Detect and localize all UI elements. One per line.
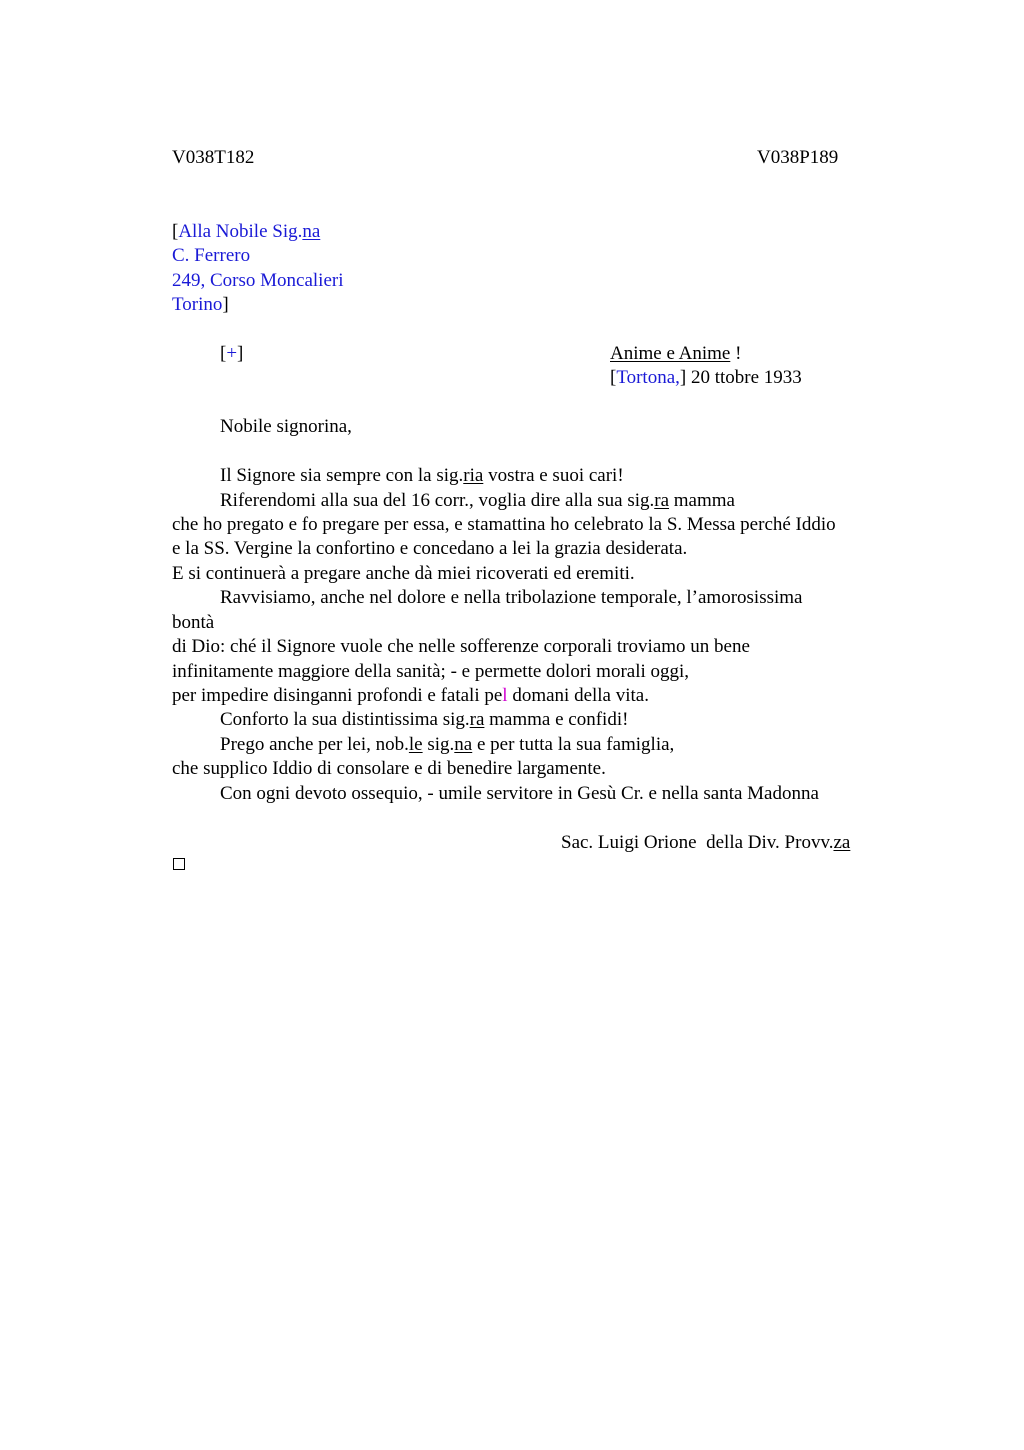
signature	[561, 831, 850, 855]
body-line-8: di Dio: ché il Signore vuole che nelle sofferenze corporali troviamo un bene	[172, 636, 750, 657]
address-recipient-title: Alla Nobile Sig.	[178, 221, 303, 242]
body-line-10-correction: l	[502, 685, 508, 706]
document-code-right: V038P189	[757, 147, 839, 168]
body-line-9: infinitamente maggiore della sanità; - e permette dolori morali oggi,	[172, 661, 690, 682]
body-line-10-a: per impedire disinganni profondi e fatali pe	[172, 685, 503, 706]
body-line-7: bontà	[172, 612, 215, 633]
body-line-6: Ravvisiamo, anche nel dolore e nella tribolazione temporale, l’amorosissima	[220, 587, 803, 608]
body-line-10	[172, 684, 649, 708]
body-line-1-b: vostra e suoi cari!	[483, 465, 624, 486]
body-line-11-b: mamma e confidi!	[484, 709, 629, 730]
cross-marker	[220, 342, 243, 366]
body-line-12	[220, 733, 674, 757]
body-line-10-b: domani della vita.	[507, 685, 649, 706]
body-line-1	[220, 464, 624, 488]
dateline-place: Tortona,	[616, 367, 680, 388]
body-line-11-abbrev: ra	[469, 709, 485, 730]
body-line-2-a: Riferendomi alla sua del 16 corr., voglia dire alla sua sig.	[220, 490, 655, 511]
body-line-3: che ho pregato e fo pregare per essa, e stamattina ho celebrato la S. Messa perché Iddio	[172, 514, 836, 535]
body-line-11-a: Conforto la sua distintissima sig.	[220, 709, 470, 730]
body-line-2-b: mamma	[669, 490, 735, 511]
body-line-1-abbrev: ria	[463, 465, 484, 486]
body-line-13: che supplico Iddio di consolare e di benedire largamente.	[172, 758, 606, 779]
body-line-4: e la SS. Vergine la confortino e concedano a lei la grazia desiderata.	[172, 538, 688, 559]
motto-text: Anime e Anime	[610, 343, 731, 364]
body-line-1-a: Il Signore sia sempre con la sig.	[220, 465, 464, 486]
dateline-open-bracket: [	[610, 367, 617, 388]
address-close-bracket: ]	[222, 294, 229, 315]
body-line-12-abbrev-1: le	[408, 734, 423, 755]
cross-close-bracket: ]	[237, 343, 244, 364]
cross-icon: +	[226, 343, 238, 364]
dateline	[610, 366, 802, 390]
motto	[610, 342, 741, 366]
signature-text: Sac. Luigi Orione della Div. Provv.	[561, 832, 834, 853]
body-line-12-b: e per tutta la sua famiglia,	[472, 734, 675, 755]
body-line-12-a: Prego anche per lei, nob.	[220, 734, 409, 755]
document-code-left: V038T182	[172, 147, 255, 168]
body-line-5: E si continuerà a pregare anche dà miei ricoverati ed eremiti.	[172, 563, 635, 584]
address-line-1	[172, 220, 320, 244]
body-line-2-abbrev: ra	[654, 490, 670, 511]
body-line-12-mid: sig.	[422, 734, 455, 755]
address-line-3: 249, Corso Moncalieri	[172, 270, 344, 291]
signature-abbrev: za	[833, 832, 851, 853]
address-city: Torino	[172, 294, 223, 315]
body-line-14: Con ogni devoto ossequio, - umile servitore in Gesù Cr. e nella santa Madonna	[220, 783, 819, 804]
address-line-4	[172, 293, 229, 317]
dateline-date: ] 20 ttobre 1933	[679, 367, 802, 388]
address-open-bracket: [	[172, 221, 179, 242]
motto-suffix: !	[730, 343, 742, 364]
body-line-11	[220, 708, 628, 732]
body-line-12-abbrev-2: na	[454, 734, 473, 755]
salutation: Nobile signorina,	[220, 416, 352, 437]
body-line-2	[220, 489, 735, 513]
address-line-2: C. Ferrero	[172, 245, 251, 266]
address-recipient-abbrev: na	[302, 221, 321, 242]
square-outline-icon	[173, 858, 185, 870]
cross-open-bracket: [	[220, 343, 227, 364]
